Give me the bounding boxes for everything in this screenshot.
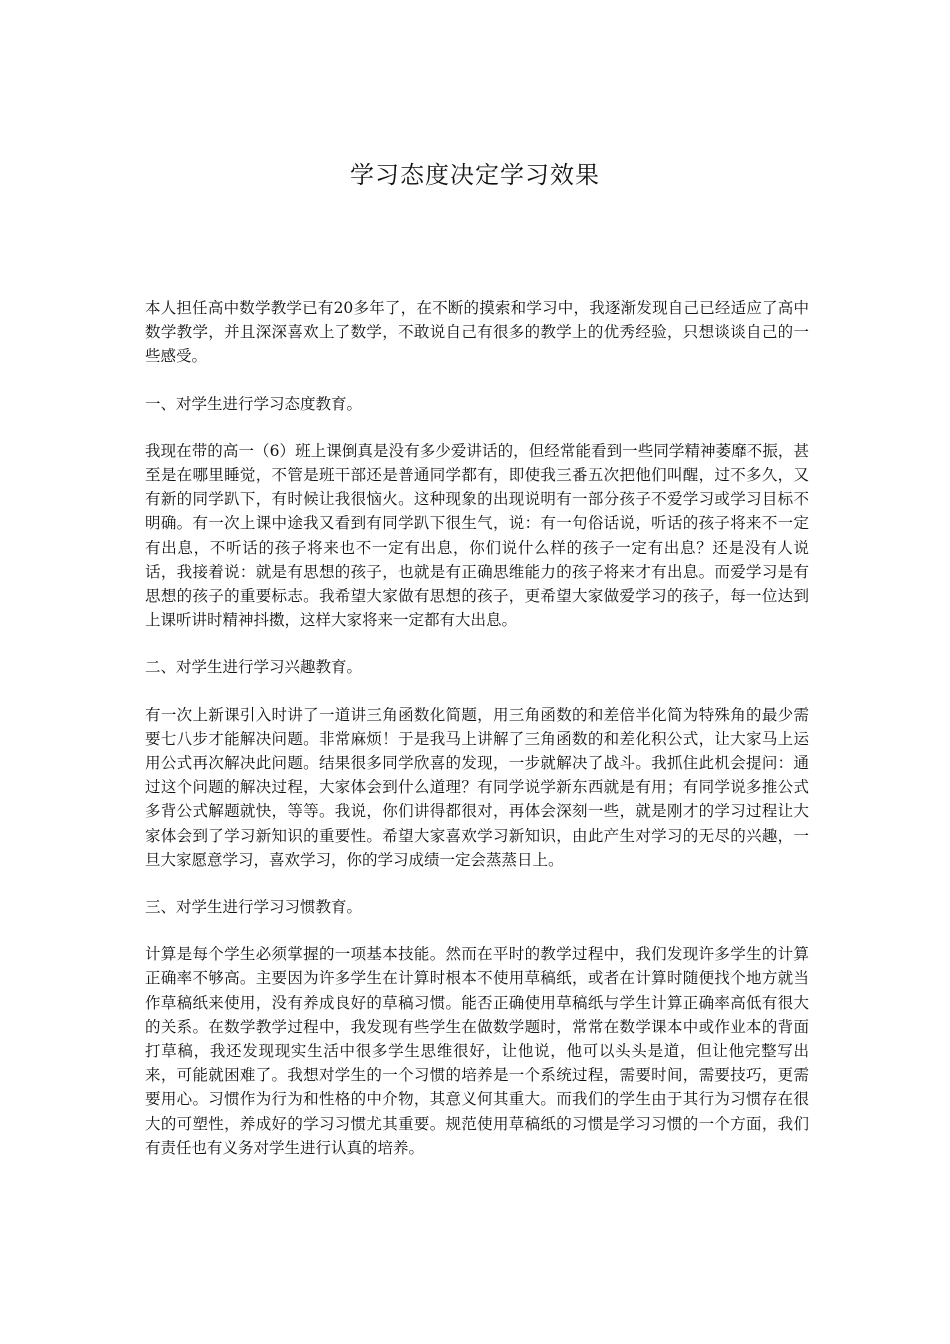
- document-body: [145, 296, 809, 1183]
- section-2-body: 有一次上新课引入时讲了一道讲三角函数化简题，用三角函数的和差倍半化简为特殊角的最少需要七八步才能解决问题。非常麻烦！于是我马上讲解了三角函数的和差化积公式，让大家马上运用公式再次解决此问题。结果很多同学欣喜的发现，一步就解决了战斗。我抓住此机会提问：通过这个问题的解决过程，大家体会到什么道理？有同学说学新东西就是有用；有同学说多推公式多背公式解题就快，等等。我说，你们讲得都很对，再体会深刻一些，就是刚才的学习过程让大家体会到了学习新知识的重要性。希望大家喜欢学习新知识，由此产生对学习的无尽的兴趣，一旦大家愿意学习，喜欢学习，你的学习成绩一定会蒸蒸日上。: [145, 705, 809, 869]
- section-3-body: 计算是每个学生必须掌握的一项基本技能。然而在平时的教学过程中，我们发现许多学生的计算正确率不够高。主要因为许多学生在计算时根本不使用草稿纸，或者在计算时随便找个地方就当作草稿纸来使用，没有养成良好的草稿习惯。能否正确使用草稿纸与学生计算正确率高低有很大的关系。在数学教学过程中，我发现有些学生在做数学题时，常常在数学课本中或作业本的背面打草稿，我还发现现实生活中很多学生思维很好，让他说，他可以头头是道，但让他完整写出来，可能就困难了。我想对学生的一个习惯的培养是一个系统过程，需要时间，需要技巧，更需要用心。习惯作为行为和性格的中介物，其意义何其重大。而我们的学生由于其行为习惯存在很大的可塑性，养成好的学习习惯尤其重要。规范使用草稿纸的习惯是学习习惯的一个方面，我们有责任也有义务对学生进行认真的培养。: [145, 945, 809, 1157]
- section-3-heading: 三、对学生进行学习习惯教育。: [145, 898, 363, 917]
- intro-paragraph: 本人担任高中数学教学已有20多年了，在不断的摸索和学习中，我逐渐发现自己已经适应了高中数学教学，并且深深喜欢上了数学，不敢说自己有很多的教学上的优秀经验，只想谈谈自己的一些感受。: [145, 299, 809, 366]
- section-1-heading: 一、对学生进行学习态度教育。: [145, 394, 363, 413]
- section-1-body: 我现在带的高一（6）班上课倒真是没有多少爱讲话的，但经常能看到一些同学精神萎靡不振，甚至是在哪里睡觉，不管是班干部还是普通同学都有，即使我三番五次把他们叫醒，过不多久，又有新的同学趴下，有时候让我很恼火。这种现象的出现说明有一部分孩子不爱学习或学习目标不明确。有一次上课中途我又看到有同学趴下很生气，说：有一句俗话说，听话的孩子将来不一定有出息，不听话的孩子将来也不一定有出息，你们说什么样的孩子一定有出息？还是没有人说话，我接着说：就是有思想的孩子，也就是有正确思维能力的孩子将来才有出息。而爱学习是有思想的孩子的重要标志。我希望大家做有思想的孩子，更希望大家做爱学习的孩子，每一位达到上课听讲时精神抖擞，这样大家将来一定都有大出息。: [145, 441, 809, 630]
- document-title: 学习态度决定学习效果: [350, 161, 600, 189]
- section-2-heading: 二、对学生进行学习兴趣教育。: [145, 658, 363, 677]
